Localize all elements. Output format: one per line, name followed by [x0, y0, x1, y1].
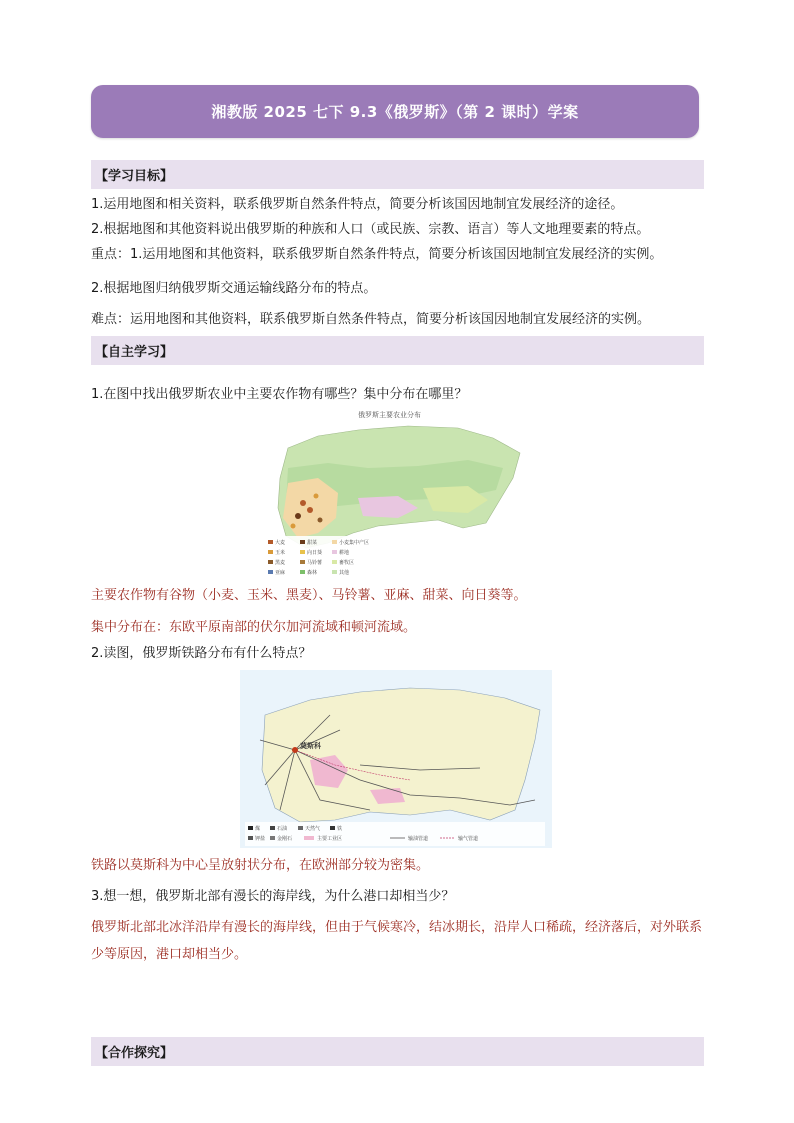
legend-item: 煤 — [255, 826, 261, 832]
legend-item: 黑麦 — [275, 560, 286, 566]
legend-item: 输油管道 — [408, 836, 429, 842]
legend-item: 石油 — [277, 826, 288, 832]
legend-item: 畜牧区 — [339, 560, 355, 566]
legend-item: 主要工业区 — [317, 836, 343, 842]
legend-item: 钾盐 — [255, 836, 266, 842]
key-point-1: 重点：1.运用地图和其他资料，联系俄罗斯自然条件特点，简要分析该国因地制宜发展经济的实例。 — [91, 247, 663, 262]
key-point-2: 2.根据地图归纳俄罗斯交通运输线路分布的特点。 — [91, 281, 377, 296]
legend-item: 森林 — [307, 570, 318, 576]
difficulty-point: 难点：运用地图和其他资料，联系俄罗斯自然条件特点，简要分析该国因地制宜发展经济的实例。 — [91, 312, 651, 327]
railway-map-graphic — [240, 670, 552, 848]
legend-item: 甜菜 — [307, 540, 318, 546]
agriculture-map — [258, 408, 528, 578]
page-title: 湘教版 2025 七下 9.3《俄罗斯》（第 2 课时）学案 — [211, 103, 579, 121]
legend-item: 金刚石 — [277, 836, 293, 842]
goal-2: 2.根据地图和其他资料说出俄罗斯的种族和人口（或民族、宗教、语言）等人文地理要素的特点。 — [91, 222, 650, 237]
section-goals: 【学习目标】 — [91, 160, 704, 189]
section-cooperate: 【合作探究】 — [91, 1037, 704, 1066]
legend-item: 耕地 — [339, 550, 350, 556]
legend-item: 玉米 — [275, 550, 286, 556]
legend-item: 铁 — [337, 826, 343, 832]
answer-1a: 主要农作物有谷物（小麦、玉米、黑麦）、马铃薯、亚麻、甜菜、向日葵等。 — [91, 588, 527, 603]
answer-1b: 集中分布在：东欧平原南部的伏尔加河流域和顿河流域。 — [91, 620, 417, 635]
legend-item: 马铃薯 — [307, 560, 323, 566]
legend-item: 输气管道 — [458, 836, 479, 842]
section-self-study: 【自主学习】 — [91, 336, 704, 365]
question-3: 3.想一想，俄罗斯北部有漫长的海岸线，为什么港口却相当少？ — [91, 889, 455, 904]
legend-item: 大麦 — [275, 540, 286, 546]
agriculture-map-graphic — [258, 408, 528, 578]
question-1: 1.在图中找出俄罗斯农业中主要农作物有哪些？集中分布在哪里？ — [91, 387, 468, 402]
legend-item: 小麦集中产区 — [339, 540, 370, 546]
agriculture-map-title: 俄罗斯主要农业分布 — [358, 411, 421, 419]
answer-3: 俄罗斯北部北冰洋沿岸有漫长的海岸线，但由于气候寒冷，结冰期长，沿岸人口稀疏，经济落后，对外联系少等原因，港口却相当少。 — [91, 920, 703, 962]
title-banner — [91, 85, 699, 138]
legend-item: 天然气 — [305, 826, 321, 832]
answer-2: 铁路以莫斯科为中心呈放射状分布，在欧洲部分较为密集。 — [91, 858, 430, 873]
legend-item: 向日葵 — [307, 550, 323, 556]
moscow-label: 莫斯科 — [300, 742, 321, 750]
question-2: 2.读图，俄罗斯铁路分布有什么特点？ — [91, 646, 312, 661]
goal-1: 1.运用地图和相关资料，联系俄罗斯自然条件特点，简要分析该国因地制宜发展经济的途径。 — [91, 197, 624, 212]
legend-item: 亚麻 — [275, 570, 286, 576]
legend-item: 其他 — [339, 570, 350, 576]
railway-map — [240, 670, 552, 848]
